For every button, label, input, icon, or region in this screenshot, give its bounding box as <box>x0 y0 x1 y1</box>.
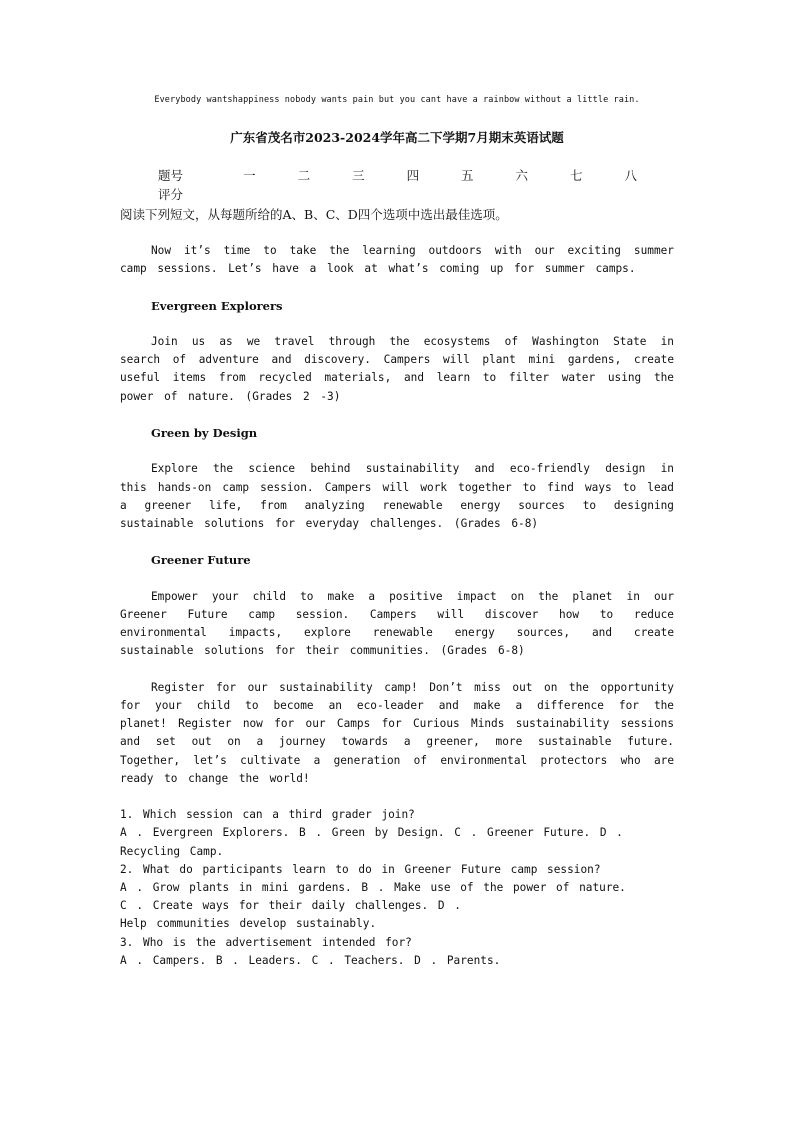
score-column-5: 五 <box>461 168 474 183</box>
score-column-7: 七 <box>569 168 583 183</box>
page-title: 广东省茂名市2023-2024学年高二下学期7月期末英语试题 <box>230 130 564 145</box>
score-column-2: 二 <box>297 168 311 183</box>
question-options: Recycling Camp. <box>120 844 224 858</box>
passage-intro: Now it’s time to take the learning outdoors with our exciting summer camp sessions. Let’s have a look at what’s coming up for summer camps. <box>120 244 674 276</box>
score-column-3: 三 <box>352 168 365 183</box>
score-column-6: 六 <box>515 168 529 183</box>
score-table-row-label: 题号 <box>158 168 184 183</box>
passage-closing: Register for our sustainability camp! Don’t miss out on the opportunity for your child to become an eco-leader and make a difference for the planet! Register now for our Camps for Curious Minds sustainability sessions and set out on a journey towards a greener, more sustainable future. Together, let’s cultivate a generation of environmental protectors who are ready to change the world! <box>120 680 674 785</box>
question-options: Help communities develop sustainably. <box>120 917 377 931</box>
question-options: A . Evergreen Explorers. B . Green by Design. C . Greener Future. D . <box>120 826 623 840</box>
score-column-8: 八 <box>624 168 637 183</box>
section-body: Empower your child to make a positive impact on the planet in our Greener Future camp session. Campers will discover how to reduce environmental impacts, explore renewable energy sources, and create sustainable solutions for their communities. (Grades 6-8) <box>120 589 674 658</box>
section-heading: Evergreen Explorers <box>151 298 283 313</box>
question-list <box>120 806 674 970</box>
question-stem: 3. Who is the advertisement intended for? <box>120 935 412 949</box>
score-table <box>158 166 658 204</box>
section-heading: Greener Future <box>151 553 251 568</box>
score-table-score-label: 评分 <box>158 187 184 202</box>
question-stem: 2. What do participants learn to do in Greener Future camp session? <box>120 862 601 876</box>
section-body: Join us as we travel through the ecosystems of Washington State in search of adventure and discovery. Campers will plant mini gardens, create useful items from recycled materials, and learn to filter water using the power of nature. (Grades 2 -3) <box>120 334 674 403</box>
score-column-1: 一 <box>243 168 256 183</box>
section-body: Explore the science behind sustainability and eco-friendly design in this hands-on camp session. Campers will work together to find ways to lead a greener life, from analyzing renewable energy sources to designing sustainable solutions for everyday challenges. (Grades 6-8) <box>120 462 674 530</box>
score-column-4: 四 <box>406 168 420 183</box>
score-table-score-row <box>158 185 658 204</box>
score-table-header-row <box>158 166 658 185</box>
question-options: A . Campers. B . Leaders. C . Teachers. D . Parents. <box>120 953 501 967</box>
question-options: A . Grow plants in mini gardens. B . Make use of the power of nature. <box>120 880 626 894</box>
reading-passage <box>120 242 674 970</box>
header-motto: Everybody wantshappiness nobody wants pain but you cant have a rainbow without a little rain. <box>154 95 640 105</box>
question-stem: 1. Which session can a third grader join? <box>120 808 415 822</box>
section-heading: Green by Design <box>151 425 258 440</box>
reading-instruction: 阅读下列短文，从每题所给的A、B、C、D四个选项中选出最佳选项。 <box>120 207 508 222</box>
question-options: C . Create ways for their daily challenges. D . <box>120 899 461 913</box>
